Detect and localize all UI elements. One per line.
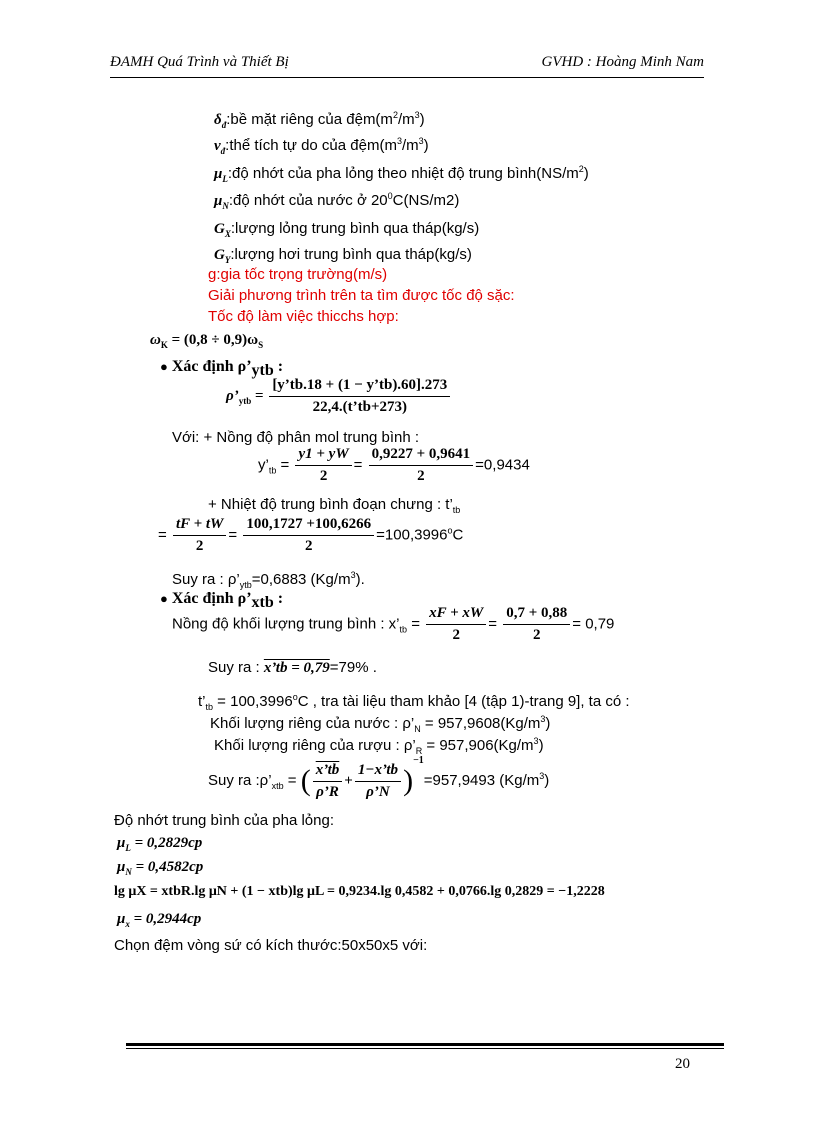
- mu-n: $\mu_N = 0,4582cp$: [117, 859, 204, 877]
- definition-row: $G_X:lượng$ lỏng trung bình qua tháp(kg/s): [214, 220, 480, 239]
- header-rule: [110, 77, 704, 78]
- bullet-icon: ●: [160, 359, 168, 374]
- chon-dem: Chọn đệm vòng sứ có kích thước:50x50x5 với:: [114, 937, 428, 954]
- formula-temp: = $\frac{tF + tW}{2}$ = $\frac{100,1727 +100,6266}{2}$ $=100,3996^oC$: [158, 516, 464, 554]
- mu-x: $\mu_x = 0,2944cp$: [117, 911, 202, 929]
- temp-line: + Nhiệt độ trung bình đoạn chưng : $t’_{tb}$: [208, 496, 461, 515]
- section-xtb-title: ● Xác định ρ’xtb :: [160, 590, 284, 611]
- definition-row: $\mu_L:độ$ nhớt của pha lỏng theo nhiệt độ trung $bình(NS/m^2)$: [214, 164, 589, 184]
- lg-mu-x: lg μX = xtbR.lg μN + (1 − xtb)lg μL = 0,9234.lg 0,4582 + 0,0766.lg 0,2829 = −1,2228: [114, 884, 605, 899]
- definition-row: $\nu_đ:thể$ tích tự do của $đệm(m^3/m^3)$: [214, 136, 429, 156]
- header-right: GVHD : Hoàng Minh Nam: [541, 54, 704, 70]
- formula-rho-xtb: Suy ra $:\rho’_{xtb}$ = ( $\frac{x’tb}{\rho’R}$ + $\frac{1-x’tb}{\rho’N}$ )$^{-1}$=957,9493 $(Kg/m^3)$: [208, 755, 550, 800]
- voi-line: Với: + Nồng độ phân mol trung bình :: [172, 429, 420, 446]
- formula-xtb: Nồng độ khối lượng trung bình : $x’_{tb}$ = $\frac{xF + xW}{2}$ = $\frac{0,7 + 0,88}{2}$ = 0,79: [172, 605, 615, 643]
- bullet-icon: ●: [160, 591, 168, 606]
- alcohol-density: Khối lượng riêng của rượu : $\rho’_R = 957,906(Kg/m^3)$: [214, 736, 544, 756]
- viscosity-title: Độ nhớt trung bình của pha lỏng:: [114, 812, 334, 829]
- tline: $t’_{tb} = 100,3996^oC$ , tra tài liệu tham khảo [4 (tập 1)-trang 9], ta có :: [198, 692, 630, 712]
- header-left: ĐAMH Quá Trình và Thiết Bị: [110, 54, 289, 70]
- suyra-rho-ytb: Suy ra : $\rho’_{ytb}=0,6883$ $(Kg/m^3)$.: [172, 570, 365, 590]
- definition-row: $\mu_N:độ$ nhớt của nước ở $20^0C(NS/m2)$: [214, 191, 460, 211]
- red-line-working-speed: Tốc độ làm việc thicchs hợp:: [208, 308, 399, 325]
- definition-row: $G_Y:lượng$ hơi trung bình qua tháp(kg/s): [214, 246, 472, 265]
- omega-equation: $\omega_K = (0,8 \div 0,9)\omega_S$: [150, 332, 264, 350]
- red-line-flooding: Giải phương trình trên ta tìm được tốc độ sặc:: [208, 287, 515, 304]
- formula-ytb: $y’_{tb}$ = $\frac{y1 + yW}{2}$ = $\frac{0,9227 + 0,9641}{2}$ =0,9434: [258, 446, 530, 484]
- footer-rule-thin: [126, 1048, 724, 1049]
- mu-l: $\mu_L = 0,2829cp$: [117, 835, 203, 853]
- section-ytb-title: ● Xác định ρ’ytb :: [160, 358, 284, 379]
- footer-rule: [126, 1043, 724, 1046]
- definition-row: $\delta_đ:bề$ mặt riêng của $đệm(m^2/m^3)$: [214, 110, 425, 130]
- red-line-gravity: g:gia tốc trọng trường(m/s): [208, 266, 388, 283]
- water-density: Khối lượng riêng của nước : $\rho’_N = 957,9608(Kg/m^3)$: [210, 714, 551, 734]
- formula-rho-ytb: $\rho’_{ytb}$ = $\frac{[y’tb.18 + (1 - y’tb).60].273}{22,4.(t’tb+273)}$: [226, 377, 452, 416]
- page-number: 20: [675, 1056, 690, 1072]
- suyra-xtb: Suy ra : x’tb = 0,79=79% .: [208, 659, 377, 676]
